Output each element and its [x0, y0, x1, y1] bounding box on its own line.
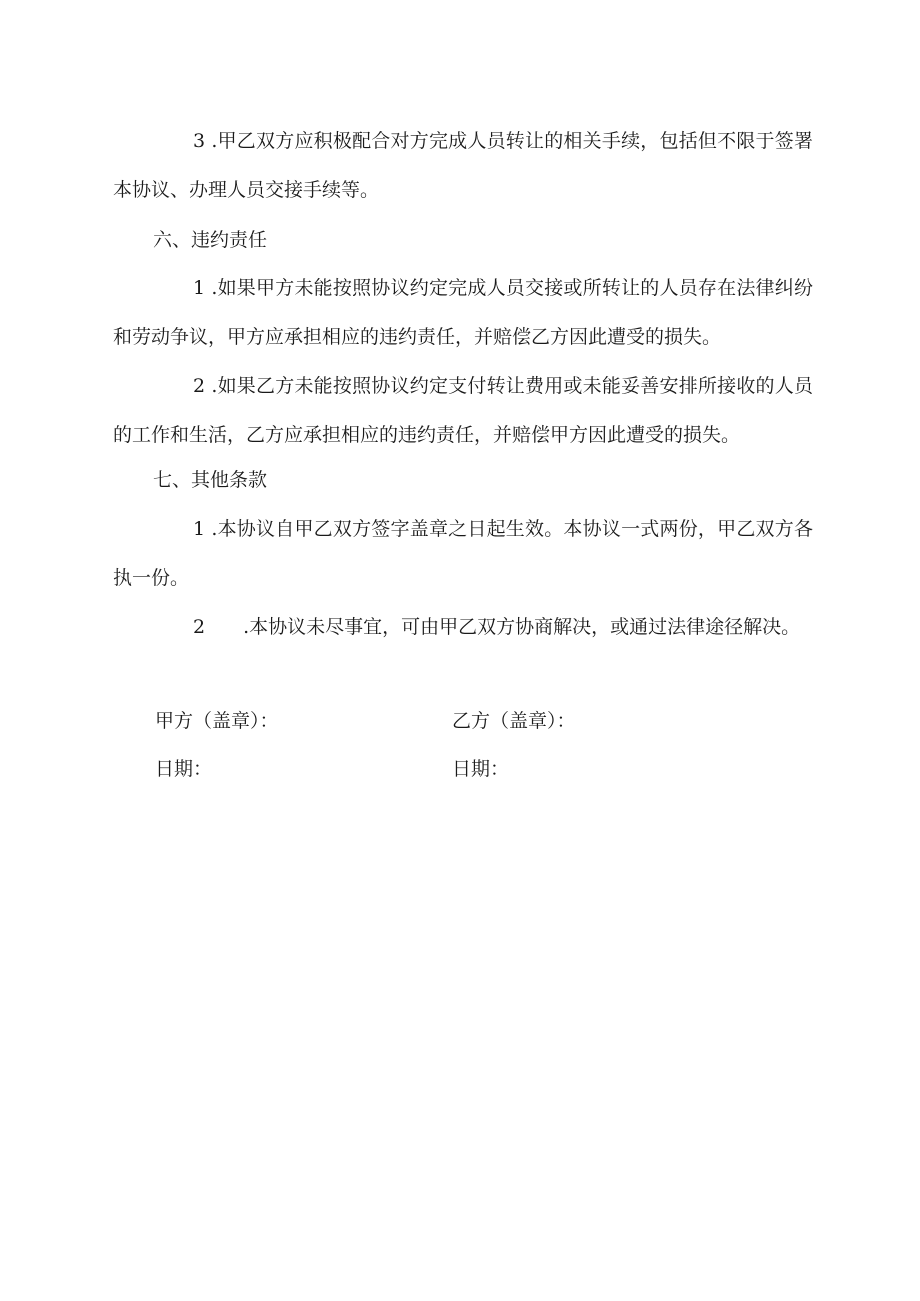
clause-number: 1 — [193, 277, 206, 299]
clause-text: .本协议自甲乙双方签字盖章之日起生效。本协议一式两份，甲乙双方各执一份。 — [113, 518, 813, 589]
clause-text: .甲乙双方应积极配合对方完成人员转让的相关手续，包括但不限于签署本协议、办理人员交接手续等。 — [113, 130, 813, 201]
clause-number: 2 — [193, 375, 206, 397]
party-b-date-label: 日期： — [452, 758, 510, 780]
clause-text: .如果乙方未能按照协议约定支付转让费用或未能妥善安排所接收的人员的工作和生活，乙方应承担相应的违约责任，并赔偿甲方因此遭受的损失。 — [113, 375, 813, 446]
section-7-heading: 七、其他条款 — [153, 469, 268, 491]
clause-6-1 — [113, 264, 813, 362]
clause-number: 3 — [193, 130, 206, 152]
party-b-seal-label: 乙方（盖章）： — [452, 710, 576, 732]
clause-6-2 — [113, 362, 813, 460]
clause-number: 2 — [193, 616, 206, 638]
clause-number: 1 — [193, 518, 206, 540]
section-6-heading: 六、违约责任 — [153, 229, 268, 251]
party-a-date-label: 日期： — [155, 758, 213, 780]
clause-5-3 — [113, 117, 813, 215]
clause-text: .本协议未尽事宜，可由甲乙双方协商解决，或通过法律途径解决。 — [243, 616, 801, 638]
party-a-seal-label: 甲方（盖章）： — [155, 710, 279, 732]
clause-7-2 — [113, 603, 813, 652]
clause-7-1 — [113, 505, 813, 603]
clause-text: .如果甲方未能按照协议约定完成人员交接或所转让的人员存在法律纠纷和劳动争议，甲方应承担相应的违约责任，并赔偿乙方因此遭受的损失。 — [113, 277, 813, 348]
